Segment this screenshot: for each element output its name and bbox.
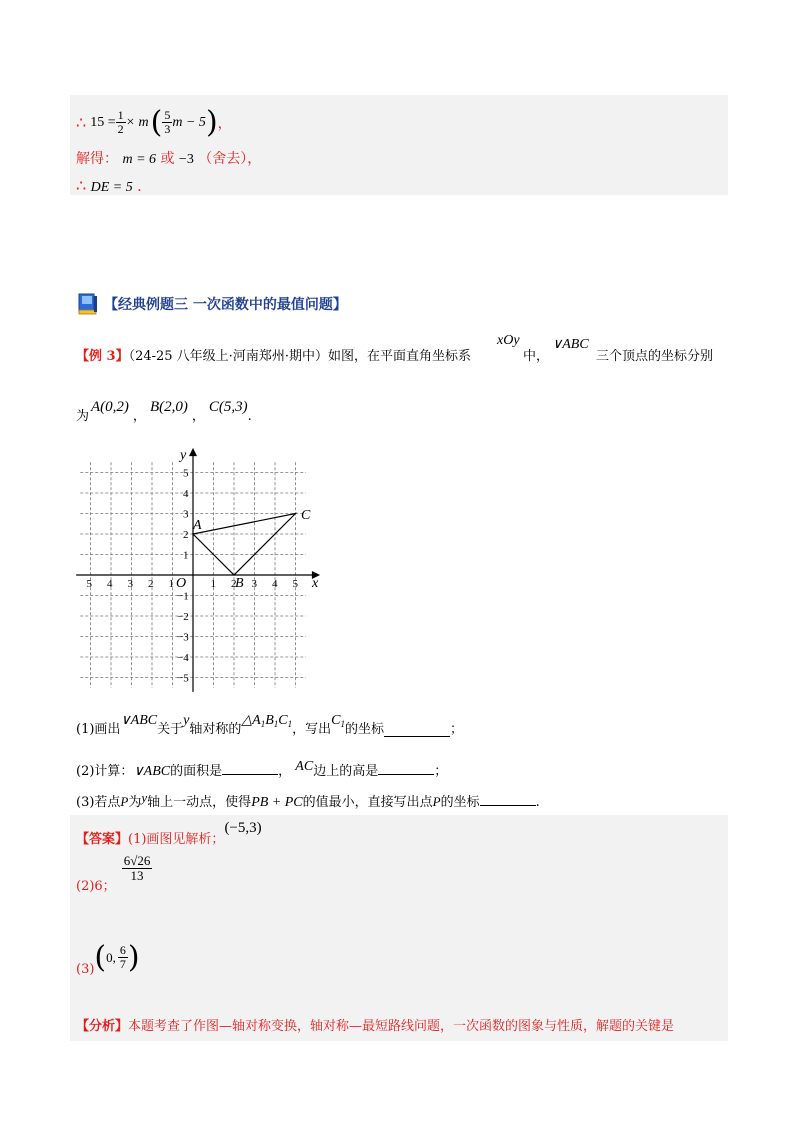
origin-label: O <box>176 576 187 591</box>
label-point-a: A <box>193 518 202 533</box>
y-tick-label: −2 <box>177 611 189 623</box>
point-c-coord: C(5,3) <box>208 399 248 415</box>
y-tick-label: −1 <box>177 590 189 603</box>
question-3: (3)若点P为y轴上一动点，使得PB + PC的值最小，直接写出点P的坐标 . <box>76 790 540 810</box>
answer-2-height-fraction: $\frac{6√26}{13}$ <box>123 853 151 883</box>
answer-blank-2a[interactable] <box>222 762 278 775</box>
y-tick-label: 4 <box>183 488 189 500</box>
example-tag: 【例 3】 <box>76 349 129 364</box>
triangle-abc-outline <box>193 514 296 576</box>
solution-line-2: 解得： m = 6 或 −3 （舍去）， <box>76 151 262 167</box>
y-axis-arrow <box>189 448 197 456</box>
answer-tag: 【答案】 <box>76 832 129 847</box>
fraction-half: $\frac{1}{2}$ <box>117 108 124 136</box>
x-tick-label: 4 <box>107 578 113 590</box>
axes <box>76 448 320 692</box>
answer-line-3: (3) ( 0, $\frac{6}{7}$ ) <box>76 940 140 977</box>
x-tick-label: 5 <box>86 578 92 590</box>
x-axis-label: x <box>312 576 319 591</box>
x-tick-label: 3 <box>127 578 133 590</box>
fraction-five-thirds: $\frac{5}{3}$ <box>164 108 171 136</box>
equation-tail: m − 5 <box>172 114 206 130</box>
triangle-shape <box>193 514 296 576</box>
y-tick-label: 3 <box>183 508 189 521</box>
answer-3-fraction: $\frac{6}{7}$ <box>119 943 126 971</box>
x-tick-label: 2 <box>148 578 154 590</box>
answer-block <box>70 815 728 1041</box>
equation-times: × m <box>125 114 149 130</box>
y-tick-label: −3 <box>177 631 189 644</box>
coordinate-graph <box>72 445 332 700</box>
therefore-symbol: ∴ <box>76 113 87 132</box>
paren-close: ) <box>205 105 218 140</box>
analysis-line: 【分析】本题考查了作图—轴对称变换，轴对称—最短路线问题，一次函数的图象与性质，解题的关键是 <box>76 1019 675 1034</box>
answer-line-2: (2)6； $\frac{6√26}{13}$ <box>76 853 151 895</box>
paren-open: ( <box>150 105 163 140</box>
point-b-coord: B(2,0) <box>149 399 188 415</box>
equation-part: 15 = <box>90 114 116 130</box>
y-axis-label: y <box>180 448 187 463</box>
answer-blank-1[interactable] <box>384 724 450 737</box>
x-tick-label: 1 <box>210 578 216 590</box>
example-line-1: 【例 3】（24-25 八年级上·河南郑州·期中）如图，在平面直角坐标系 <box>76 349 471 364</box>
answer-blank-2b[interactable] <box>378 762 434 775</box>
y-tick-label: 1 <box>183 549 189 562</box>
y-tick-label: 5 <box>183 467 189 480</box>
solution-line-3: ∴ DE = 5 ． <box>76 176 152 195</box>
question-1: (1)画出 ∨ABC 关于 y 轴对称的 $\triangle A_1B_1C_1$ ，写出 $C_1$ 的坐标 ； <box>76 713 463 737</box>
example-line-2: 为 A(0,2) ， B(2,0) ， C(5,3) . <box>76 399 252 424</box>
section-heading <box>76 292 347 316</box>
triangle-a1b1c1: $\triangle A_1B_1C_1$ <box>241 713 293 729</box>
section-title: 【经典例题三 一次函数中的最值问题】 <box>104 297 347 313</box>
x-tick-label: 5 <box>292 578 298 590</box>
y-tick-label: −5 <box>177 672 189 685</box>
triangle-abc: ∨ABC <box>552 337 589 352</box>
point-a-coord: A(0,2) <box>91 399 129 415</box>
y-tick-label: −4 <box>177 652 189 664</box>
label-point-c: C <box>301 508 311 523</box>
analysis-tag: 【分析】 <box>76 1019 129 1034</box>
answer-blank-3[interactable] <box>480 793 536 806</box>
answer-1-value: (−5,3) <box>224 820 262 836</box>
question-2: (2)计算：∨ABC的面积是 ， AC边上的高是 ； <box>76 759 448 779</box>
y-tick-label: 2 <box>183 529 189 541</box>
x-tick-label: 4 <box>272 578 278 590</box>
x-tick-label: 1 <box>168 578 174 590</box>
label-point-b: B <box>235 576 244 591</box>
solution-line-1: ∴ 15 = $\frac{1}{2}$ × m ( $\frac{5}{3}$ m − 5 ) ， <box>76 105 232 140</box>
book-icon <box>76 292 100 316</box>
coord-system-label: xOy <box>497 333 520 348</box>
answer-line-1: 【答案】 (1)画图见解析； (−5,3) <box>76 820 262 847</box>
x-tick-label: 3 <box>251 578 257 590</box>
x-tick-label: 2 <box>231 578 237 590</box>
